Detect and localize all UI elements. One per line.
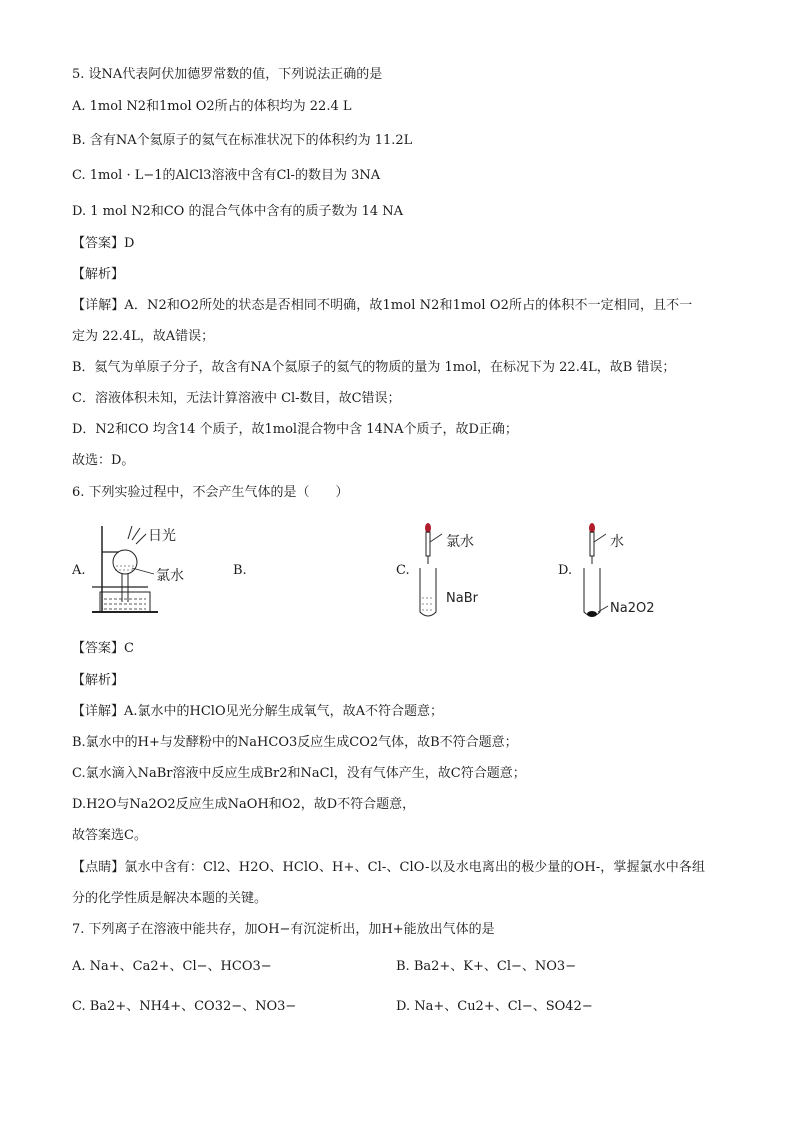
q5-detail-line: C．溶液体积未知，无法计算溶液中 Cl-数目，故C错误； [72,391,401,406]
q6-option-d-apparatus [574,518,674,622]
q6-option-a-apparatus [88,522,218,620]
q5-stem: 5. 设NA代表阿伏加德罗常数的值，下列说法正确的是 [72,67,383,82]
q5-detail-line: B．氦气为单原子分子，故含有NA个氦原子的氦气的物质的量为 1mol，在标况下为 22.4L，故B 错误； [72,360,676,375]
q6-option-c-apparatus [410,518,500,622]
q5-option-c: C. 1mol · L−1的AlCl3溶液中含有Cl-的数目为 3NA [72,168,381,183]
q6-analysis-title: 【解析】 [72,673,125,688]
q6-comment-line: 【点睛】氯水中含有：Cl2、H2O、HClO、H+、Cl-、ClO-以及水电离出的极少量的OH-，掌握氯水中各组 [72,860,706,875]
q6-answer: 【答案】C [72,641,134,656]
q6-detail-line: 【详解】A.氯水中的HClO见光分解生成氧气，故A不符合题意； [72,704,444,719]
q7-stem: 7. 下列离子在溶液中能共存，加OH−有沉淀析出，加H+能放出气体的是 [72,922,495,937]
q6-d-dropper-label: 水 [610,534,624,550]
q6-comment-line: 分的化学性质是解决本题的关键。 [72,891,268,906]
q7-option-b: B. Ba2+、K+、Cl−、NO3− [396,959,577,974]
q5-option-a: A. 1mol N2和1mol O2所占的体积均为 22.4 L [72,99,352,114]
q6-detail-line: 故答案选C。 [72,828,147,843]
q6-a-sunlight-label: 日光 [148,528,176,544]
q6-option-c-letter: C. [396,563,410,578]
q6-d-tube-label: Na2O2 [610,601,655,616]
q5-detail-line: 定为 22.4L，故A错误； [72,329,215,344]
q6-option-b-letter: B. [233,563,247,578]
q6-option-a-letter: A. [72,563,86,578]
q5-detail-line: D．N2和CO 均含14 个质子，故1mol混合物中含 14NA个质子，故D正确； [72,422,518,437]
q6-stem: 6. 下列实验过程中，不会产生气体的是（ ） [72,485,349,500]
q7-option-a: A. Na+、Ca2+、Cl−、HCO3− [72,959,272,974]
q6-detail-line: B.氯水中的H+与发酵粉中的NaHCO3反应生成CO2气体，故B不符合题意； [72,735,518,750]
q5-analysis-title: 【解析】 [72,267,125,282]
q6-detail-line: D.H2O与Na2O2反应生成NaOH和O2，故D不符合题意， [72,797,416,812]
q6-c-dropper-label: 氯水 [446,534,474,550]
q7-option-c: C. Ba2+、NH4+、CO32−、NO3− [72,999,297,1014]
q6-a-liquid-label: 氯水 [156,568,184,584]
q5-choice: 故选：D。 [72,453,135,468]
q6-option-d-letter: D. [558,563,573,578]
q7-option-d: D. Na+、Cu2+、Cl−、SO42− [396,999,593,1014]
q5-option-b: B. 含有NA个氦原子的氦气在标准状况下的体积约为 11.2L [72,133,413,148]
q5-answer: 【答案】D [72,236,135,251]
q5-detail-line: 【详解】A．N2和O2所处的状态是否相同不明确，故1mol N2和1mol O2所占的体积不一定相同，且不一 [72,298,693,313]
q6-c-tube-label: NaBr [446,591,478,606]
q6-detail-line: C.氯水滴入NaBr溶液中反应生成Br2和NaCl，没有气体产生，故C符合题意； [72,766,526,781]
q5-option-d: D. 1 mol N2和CO 的混合气体中含有的质子数为 14 NA [72,204,404,219]
